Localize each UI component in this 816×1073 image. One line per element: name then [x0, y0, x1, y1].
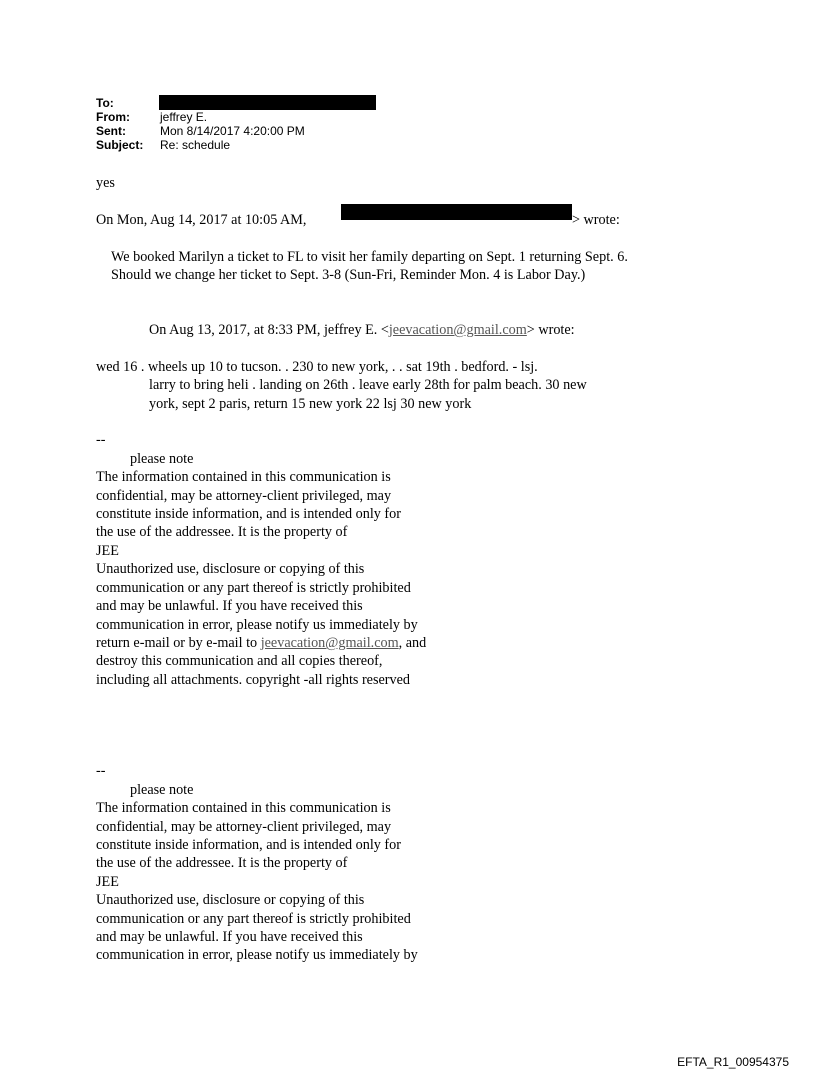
please-note: please note — [130, 782, 194, 798]
reply-text: yes — [96, 175, 115, 191]
disclaimer-line: destroy this communication and all copies thereof, — [96, 653, 383, 669]
quote1-intro: On Mon, Aug 14, 2017 at 10:05 AM, — [96, 212, 307, 228]
from-row — [96, 110, 305, 124]
to-label: To: — [96, 96, 114, 110]
quote2-line: larry to bring heli . landing on 26th . leave early 28th for palm beach. 30 new — [149, 377, 587, 393]
disclaimer-email-line — [96, 634, 426, 652]
disclaimer-line: constitute inside information, and is intended only for — [96, 837, 401, 853]
disclaimer-line: communication or any part thereof is strictly prohibited — [96, 580, 411, 596]
disclaimer-line: including all attachments. copyright -all rights reserved — [96, 672, 411, 688]
disclaimer-line: and may be unlawful. If you have received this — [96, 598, 363, 614]
subject-row — [96, 138, 305, 152]
redaction-to — [159, 95, 376, 110]
quote2-line: wed 16 . wheels up 10 to tucson. . 230 to new york, . . sat 19th . bedford. - lsj. — [96, 359, 538, 375]
quote2-intro-start: On Aug 13, 2017, at 8:33 PM, jeffrey E. < — [149, 322, 389, 338]
quote2-email-link[interactable]: jeevacation@gmail.com — [388, 322, 527, 338]
disclaimer-line: JEE — [96, 543, 119, 559]
please-note: please note — [130, 451, 194, 467]
quote2-intro — [149, 321, 575, 339]
quote1-line: We booked Marilyn a ticket to FL to visit her family departing on Sept. 1 returning Sept. 6. — [111, 249, 628, 265]
quote2-intro-end: > wrote: — [526, 322, 575, 338]
disclaimer-line: JEE — [96, 874, 119, 890]
disclaimer-line: the use of the addressee. It is the property of — [96, 524, 348, 540]
email-line-end: , and — [398, 635, 427, 651]
subject-label: Subject: — [96, 138, 144, 152]
disclaimer-email-link[interactable]: jeevacation@gmail.com — [260, 635, 399, 651]
from-label: From: — [96, 110, 130, 124]
disclaimer-line: communication in error, please notify us immediately by — [96, 947, 418, 963]
disclaimer-line: constitute inside information, and is intended only for — [96, 506, 401, 522]
disclaimer-line: communication in error, please notify us immediately by — [96, 617, 418, 633]
disclaimer-line: and may be unlawful. If you have received this — [96, 929, 363, 945]
quote1-intro-end: > wrote: — [572, 212, 620, 228]
disclaimer-line: confidential, may be attorney-client privileged, may — [96, 488, 392, 504]
separator: -- — [96, 763, 106, 779]
quote2-line: york, sept 2 paris, return 15 new york 22 lsj 30 new york — [149, 396, 472, 412]
subject-value: Re: schedule — [160, 138, 231, 152]
sent-value: Mon 8/14/2017 4:20:00 PM — [160, 124, 305, 138]
disclaimer-line: the use of the addressee. It is the property of — [96, 855, 348, 871]
redaction-sender — [341, 204, 572, 220]
email-line-start: return e-mail or by e-mail to — [96, 635, 261, 651]
document-id: EFTA_R1_00954375 — [677, 1055, 789, 1069]
disclaimer-line: Unauthorized use, disclosure or copying of this — [96, 892, 365, 908]
quote1-line: Should we change her ticket to Sept. 3-8 (Sun-Fri, Reminder Mon. 4 is Labor Day.) — [111, 267, 586, 283]
disclaimer-line: Unauthorized use, disclosure or copying of this — [96, 561, 365, 577]
disclaimer-line: The information contained in this communication is — [96, 469, 391, 485]
from-value: jeffrey E. — [160, 110, 208, 124]
disclaimer-line: The information contained in this communication is — [96, 800, 391, 816]
separator: -- — [96, 432, 106, 448]
sent-label: Sent: — [96, 124, 126, 138]
sent-row — [96, 124, 305, 138]
disclaimer-line: confidential, may be attorney-client privileged, may — [96, 819, 392, 835]
disclaimer-line: communication or any part thereof is strictly prohibited — [96, 911, 411, 927]
